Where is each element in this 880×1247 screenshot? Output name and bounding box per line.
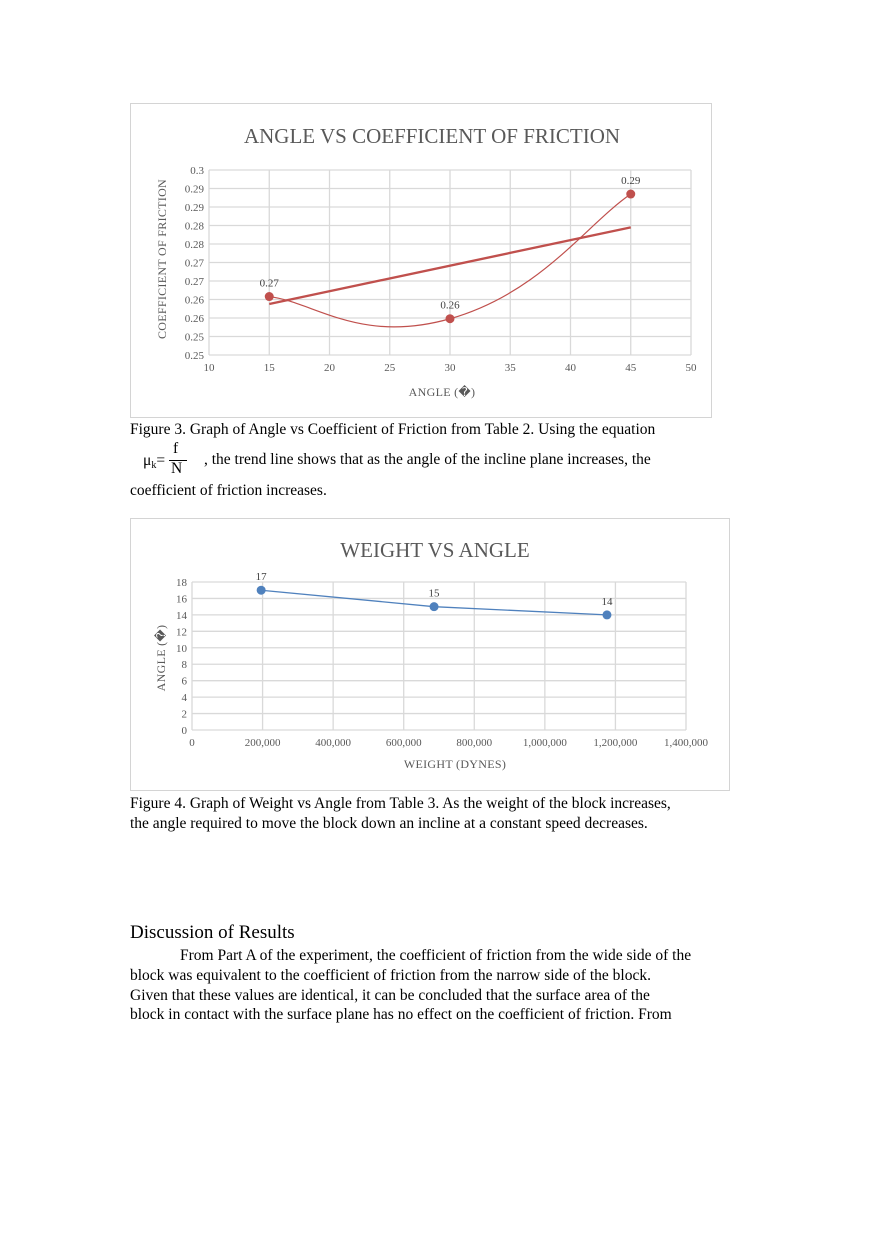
chart2-x-tick-label: 0 bbox=[189, 737, 195, 749]
chart2-svg bbox=[131, 519, 729, 790]
chart1-y-tick-label: 0.25 bbox=[184, 331, 204, 344]
chart1-x-tick-label: 20 bbox=[324, 362, 335, 374]
chart2-y-tick-label: 16 bbox=[176, 593, 187, 606]
equation-equals: = bbox=[156, 452, 166, 469]
discussion-line-1: From Part A of the experiment, the coefficient of friction from the wide side of the bbox=[180, 947, 692, 964]
chart1-y-tick-label: 0.28 bbox=[184, 239, 204, 251]
equation-mu bbox=[143, 452, 165, 470]
chart1-y-tick-label: 0.26 bbox=[184, 313, 204, 325]
chart2-x-axis-title: WEIGHT (DYNES) bbox=[403, 757, 507, 771]
discussion-line-2: block was equivalent to the coefficient of friction from the narrow side of the block. bbox=[130, 967, 651, 984]
equation-mu-symbol: μ bbox=[143, 452, 152, 469]
chart2-y-tick-label: 2 bbox=[181, 708, 187, 721]
chart1-x-axis-title: ANGLE (�) bbox=[408, 385, 476, 399]
chart1-y-tick-label: 0.29 bbox=[184, 183, 204, 196]
chart2-y-tick-label: 14 bbox=[176, 609, 187, 622]
chart1-x-tick-label: 25 bbox=[384, 362, 396, 374]
figure3-caption-line2: , the trend line shows that as the angle of the incline plane increases, the bbox=[204, 451, 651, 468]
chart1-data-point bbox=[265, 292, 274, 301]
chart2-y-tick-label: 4 bbox=[181, 692, 187, 705]
chart2-data-label: 15 bbox=[428, 587, 440, 600]
chart1-y-tick-label: 0.27 bbox=[184, 257, 204, 270]
discussion-line-3: Given that these values are identical, it can be concluded that the surface area of the bbox=[130, 987, 650, 1004]
equation-mu-subscript: k bbox=[151, 460, 157, 471]
discussion-line-4: block in contact with the surface plane has no effect on the coefficient of friction. From bbox=[130, 1006, 672, 1023]
chart1-x-tick-label: 50 bbox=[685, 362, 697, 374]
chart1-y-tick-label: 0.25 bbox=[184, 350, 204, 362]
chart-angle-vs-cof bbox=[130, 103, 712, 418]
discussion-heading: Discussion of Results bbox=[130, 922, 295, 943]
chart2-y-axis-title: ANGLE (�) bbox=[154, 624, 168, 692]
chart1-x-tick-label: 35 bbox=[504, 362, 516, 374]
chart2-x-tick-label: 1,200,000 bbox=[593, 737, 638, 749]
chart1-y-tick-label: 0.29 bbox=[184, 202, 204, 214]
chart1-x-tick-label: 10 bbox=[203, 362, 215, 374]
chart1-y-axis-title: COEFFICIENT OF FRICTION bbox=[155, 178, 169, 340]
chart-weight-vs-angle bbox=[130, 518, 730, 791]
chart2-x-tick-label: 600,000 bbox=[385, 737, 422, 749]
chart1-data-label: 0.26 bbox=[440, 299, 460, 312]
chart1-y-tick-label: 0.27 bbox=[184, 276, 204, 288]
chart1-data-label: 0.29 bbox=[621, 175, 641, 188]
chart2-x-tick-label: 1,400,000 bbox=[664, 737, 708, 749]
equation-denominator: N bbox=[171, 460, 183, 477]
chart1-data-point bbox=[446, 314, 455, 323]
chart2-title: WEIGHT VS ANGLE bbox=[340, 538, 530, 562]
chart1-y-tick-label: 0.26 bbox=[184, 294, 204, 307]
chart2-data-point bbox=[430, 602, 439, 611]
chart2-x-tick-label: 200,000 bbox=[244, 737, 281, 749]
chart2-data-point bbox=[257, 586, 266, 595]
chart2-y-tick-label: 12 bbox=[176, 626, 187, 639]
figure3-caption-line1: Figure 3. Graph of Angle vs Coefficient of Friction from Table 2. Using the equation bbox=[130, 421, 656, 438]
chart1-svg bbox=[131, 104, 711, 417]
chart2-data-label: 14 bbox=[601, 595, 613, 608]
chart1-x-tick-label: 45 bbox=[625, 362, 637, 374]
figure4-caption-line2: the angle required to move the block down an incline at a constant speed decreases. bbox=[130, 815, 648, 832]
chart2-x-tick-label: 800,000 bbox=[456, 737, 493, 749]
chart1-y-tick-label: 0.3 bbox=[190, 165, 204, 177]
chart2-y-tick-label: 8 bbox=[181, 659, 187, 672]
chart2-x-tick-label: 400,000 bbox=[315, 737, 352, 749]
chart1-title: ANGLE VS COEFFICIENT OF FRICTION bbox=[243, 124, 621, 148]
chart2-y-tick-label: 10 bbox=[176, 642, 187, 655]
chart2-y-tick-label: 6 bbox=[181, 675, 187, 688]
chart2-data-point bbox=[602, 610, 611, 619]
chart1-x-tick-label: 40 bbox=[565, 362, 576, 374]
equation-numerator: f bbox=[173, 440, 179, 457]
figure3-caption-line3: coefficient of friction increases. bbox=[130, 482, 327, 499]
chart1-x-tick-label: 15 bbox=[263, 362, 275, 374]
figure4-caption-line1: Figure 4. Graph of Weight vs Angle from Table 3. As the weight of the block increases, bbox=[130, 795, 671, 812]
chart2-y-tick-label: 18 bbox=[176, 577, 187, 589]
chart2-y-tick-label: 0 bbox=[181, 725, 187, 737]
chart2-data-label: 17 bbox=[255, 571, 267, 584]
chart1-y-tick-label: 0.28 bbox=[184, 220, 204, 233]
chart1-data-point bbox=[626, 190, 635, 199]
chart1-x-tick-label: 30 bbox=[444, 362, 456, 374]
chart2-x-tick-label: 1,000,000 bbox=[522, 737, 567, 749]
chart1-data-label: 0.27 bbox=[259, 277, 279, 290]
